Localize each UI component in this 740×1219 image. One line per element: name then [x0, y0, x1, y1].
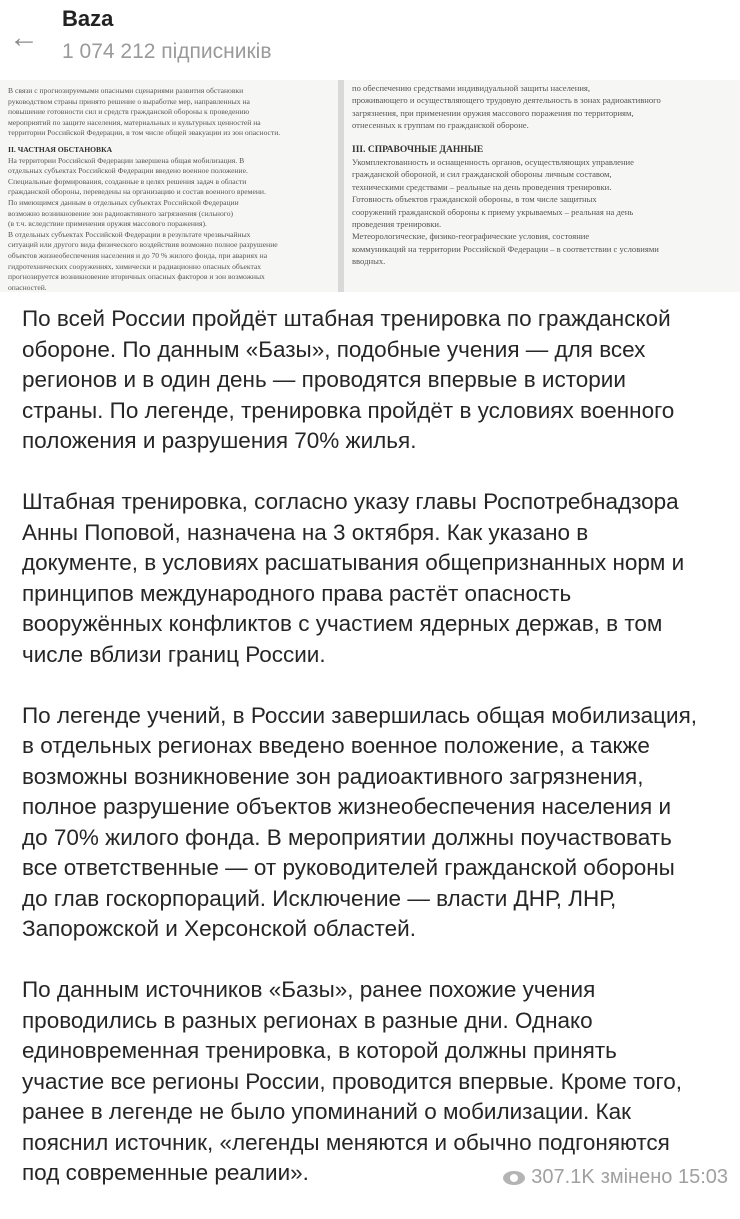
document-line: По имеющимся данным в отдельных субъектах Российской Федерации [8, 197, 239, 207]
post-line: документе, в условиях расшатывания общепризнанных норм и [22, 550, 685, 575]
channel-header [0, 0, 740, 80]
post-line: все ответственные — от руководителей гражданской обороны [22, 855, 675, 880]
post-line: Анны Поповой, назначена на 3 октября. Как указано в [22, 519, 589, 545]
post-line: числе вблизи границ России. [22, 641, 326, 667]
post-line: до 70% жилого фонда. В мероприятии должны поучаствовать [22, 824, 672, 850]
document-line: вводных. [352, 256, 386, 267]
document-line: Метеорологические, физико-географические условия, состояние [352, 231, 590, 242]
document-line: прогнозируется возникновение вторичных опасных факторов и зон возможных [8, 272, 265, 282]
document-line: ситуаций или другого вида физического воздействия возможно полное разрушение [8, 240, 278, 250]
arrow-left-icon[interactable]: ← [9, 21, 39, 54]
document-line: коммуникаций на территории Российской Федерации – в соответствии с условиями [352, 243, 659, 254]
document-line: Укомплектованность и оснащенность органов, осуществляющих управление [352, 157, 634, 168]
post-paragraph [22, 975, 732, 1189]
post-line: возможны возникновение зон радиоактивного загрязнения, [22, 763, 644, 789]
document-line: В отдельных субъектах Российской Федерации в результате чрезвычайных [8, 229, 251, 239]
document-line: гражданской обороны, переведены на организацию и состав военного времени. [8, 187, 266, 197]
document-line: отдельных субъектах Российской Федерации введено военное положение. [8, 166, 248, 176]
document-line: гидротехнических сооружениях, химически и радиационно опасных объектах [8, 261, 262, 271]
post-line: По легенде учений, в России завершилась общая мобилизация, [22, 702, 698, 728]
post-paragraph [22, 304, 732, 457]
post-footer [497, 1166, 728, 1189]
document-photo[interactable] [0, 80, 740, 292]
document-line: возможно возникновение зон радиоактивного загрязнения (сильного) [8, 208, 234, 218]
post-line: под современные реалии». [22, 1160, 309, 1185]
edited-time: змінено 15:03 [600, 1166, 728, 1188]
post-line: полное разрушение объектов жизнеобеспечения населения и [22, 794, 672, 819]
document-line: сооружений гражданской обороны к приему укрываемых – реальная на день [352, 206, 634, 217]
document-heading: II. ЧАСТНАЯ ОБСТАНОВКА [8, 144, 113, 154]
post-line: положения и разрушения 70% жилья. [22, 428, 417, 453]
document-line: загрязнения, при применении оружия массового поражения по территориям, [352, 107, 634, 118]
document-page-right [344, 80, 740, 292]
post-line: до глав госкорпораций. Исключение — власти ДНР, ЛНР, [22, 885, 617, 911]
document-line: На территории Российской Федерации завершена общая мобилизация. В [8, 155, 245, 165]
channel-title[interactable]: Baza [62, 6, 114, 31]
document-line: по обеспечению средствами индивидуальной защиты населения, [352, 83, 591, 93]
post-line: принципов международного права растёт опасность [22, 580, 572, 606]
document-line: В связи с прогнозируемыми опасными сценариями развития обстановки [8, 86, 244, 95]
post-line: проводились в разных регионах в разные дни. Однако [22, 1007, 593, 1033]
post-line: ранее в легенде не было упоминаний о мобилизации. Как [22, 1099, 631, 1124]
post-line: вооружённых конфликтов с участием ядерных держав, в том [22, 611, 663, 636]
post-line: Запорожской и Херсонской областей. [22, 916, 416, 941]
document-line: территории Российской Федерации, в том числе общей эвакуации из зон опасности. [8, 128, 281, 138]
post-line: Штабная тренировка, согласно указу главы Роспотребнадзора [22, 489, 679, 514]
view-count: 307.1K [531, 1166, 595, 1188]
post-line: регионов и в один день — проводятся впервые в истории [22, 367, 626, 392]
document-line: (в т.ч. вследствие применения оружия массового поражения). [8, 219, 207, 229]
document-page-left [0, 80, 338, 292]
document-line: отнесенных к группам по гражданской обороне. [352, 120, 529, 131]
document-line: гражданской обороной, и сил гражданской обороны личным составом, [352, 169, 612, 180]
post-line: единовременная тренировка, в которой должны принять [22, 1038, 617, 1063]
post-line: в отдельных регионах введено военное положение, а также [22, 733, 650, 758]
document-line: Готовность объектов гражданской обороны, в том числе защитных [352, 194, 597, 205]
post-text [22, 304, 732, 1219]
document-line: объектов жизнеобеспечения населения и до 70 % жилого фонда, при авариях на [8, 250, 268, 260]
document-line: проживающего и осуществляющего трудовую деятельность в зонах радиоактивного [352, 95, 661, 106]
post-line: обороне. По данным «Базы», подобные учения — для всех [22, 336, 646, 362]
document-line: проведения тренировки. [352, 219, 442, 230]
post-line: пояснил источник, «легенды меняются и обычно подгоняются [22, 1129, 670, 1155]
document-line: техническими средствами – реальные на день проведения тренировки. [352, 181, 612, 192]
post-line: страны. По легенде, тренировка пройдёт в условиях военного [22, 397, 675, 423]
post-line: По данным источников «Базы», ранее похожие учения [22, 977, 596, 1002]
subscriber-count: 1 074 212 підписників [62, 40, 272, 63]
post-paragraph [22, 487, 732, 670]
post-paragraph [22, 701, 732, 945]
document-heading: III. СПРАВОЧНЫЕ ДАННЫЕ [352, 144, 484, 155]
document-line: опасностей. [8, 282, 47, 292]
document-line: мероприятий по защите населения, материальных и культурных ценностей на [8, 117, 261, 127]
post-line: участие все регионы России, проводится впервые. Кроме того, [22, 1068, 683, 1094]
document-line: руководством страны принято решение о выработке мер, направленных на [8, 96, 250, 106]
eye-icon [503, 1171, 525, 1185]
document-line: повышение готовности сил и средств гражданской обороны к проведению [8, 107, 250, 117]
document-line: Специальные формирования, созданные в целях решения задач в области [8, 176, 247, 186]
post-line: По всей России пройдёт штабная тренировка по гражданской [22, 306, 671, 331]
